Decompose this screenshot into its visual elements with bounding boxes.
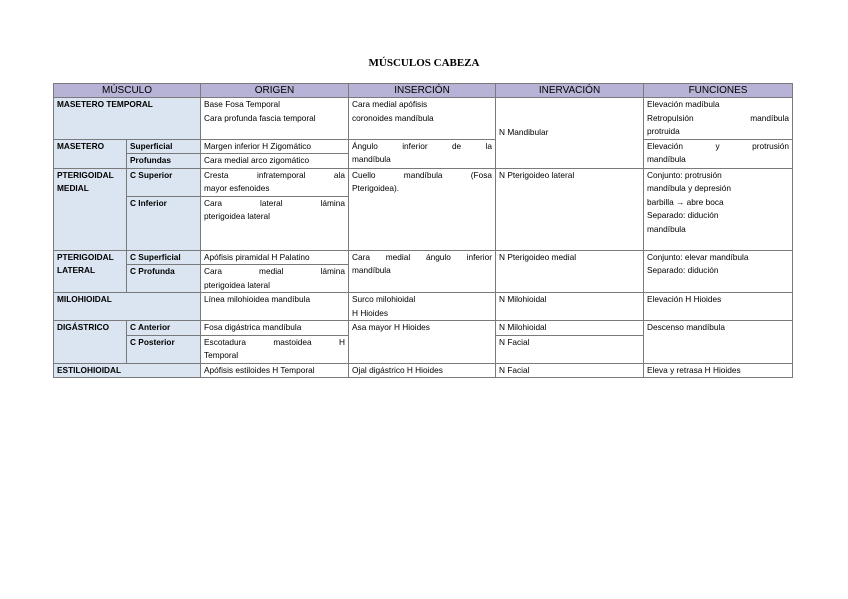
page-title: MÚSCULOS CABEZA (368, 57, 480, 69)
muscle-cell: DIGÁSTRICO (54, 321, 127, 364)
insercion-cell: Ojal digástrico H Hioides (349, 363, 496, 378)
origen-cell: Cara medial lámina pterigoidea lateral (201, 265, 349, 293)
origen-cell: Fosa digástrica mandíbula (201, 321, 349, 336)
table-row (54, 250, 793, 265)
origen-cell: Apófisis piramidal H Palatino (201, 250, 349, 265)
origen-cell: Base Fosa Temporal Cara profunda fascia temporal (201, 98, 349, 140)
header-origen: ORIGEN (201, 84, 349, 98)
origen-cell: Margen inferior H Zigomático (201, 139, 349, 154)
inervacion-cell: N Pterigoideo lateral (496, 168, 644, 250)
funciones-cell: Conjunto: protrusión mandíbula y depresión barbilla → abre boca Separado: didución mandíbula (644, 168, 793, 250)
header-musculo: MÚSCULO (54, 84, 201, 98)
table-row (54, 98, 793, 140)
subdivision-cell: C Inferior (127, 196, 201, 250)
table-row (54, 363, 793, 378)
subdivision-cell: Profundas (127, 154, 201, 169)
funciones-cell: Elevación H Hioides (644, 293, 793, 321)
table-row (54, 321, 793, 336)
inervacion-cell: N Mandibular (496, 98, 644, 169)
muscle-cell: PTERIGOIDAL MEDIAL (54, 168, 127, 250)
funciones-cell: Descenso mandíbula (644, 321, 793, 364)
origen-cell: Cara medial arco zigomático (201, 154, 349, 169)
table-row (54, 293, 793, 321)
header-funciones: FUNCIONES (644, 84, 793, 98)
header-insercion: INSERCIÓN (349, 84, 496, 98)
inervacion-cell: N Facial (496, 363, 644, 378)
header-inervacion: INERVACIÓN (496, 84, 644, 98)
origen-cell: Cara lateral lámina pterigoidea lateral (201, 196, 349, 250)
funciones-cell: Elevación madíbula Retropulsión mandíbula protruida (644, 98, 793, 140)
muscle-cell: PTERIGOIDAL LATERAL (54, 250, 127, 293)
origen-cell: Línea milohioidea mandíbula (201, 293, 349, 321)
subdivision-cell: C Superficial (127, 250, 201, 265)
muscle-cell: ESTILOHIOIDAL (54, 363, 201, 378)
funciones-cell: Elevación y protrusión mandíbula (644, 139, 793, 168)
origen-cell: Escotadura mastoidea H Temporal (201, 335, 349, 363)
table-row (54, 139, 793, 154)
insercion-cell: Surco milohioidal H Hioides (349, 293, 496, 321)
subdivision-cell: C Profunda (127, 265, 201, 293)
insercion-cell: Ángulo inferior de la mandíbula (349, 139, 496, 168)
insercion-cell: Cara medial apófisis coronoides mandíbula (349, 98, 496, 140)
inervacion-cell: N Milohioidal (496, 293, 644, 321)
origen-cell: Apófisis estiloides H Temporal (201, 363, 349, 378)
inervacion-cell: N Pterigoideo medial (496, 250, 644, 293)
muscle-cell: MASETERO (54, 139, 127, 168)
subdivision-cell: C Superior (127, 168, 201, 196)
subdivision-cell: C Anterior (127, 321, 201, 336)
muscle-cell: MASETERO TEMPORAL (54, 98, 201, 140)
insercion-cell: Cara medial ángulo inferior mandíbula (349, 250, 496, 293)
muscle-cell: MILOHIOIDAL (54, 293, 201, 321)
muscles-table (53, 83, 793, 378)
funciones-cell: Eleva y retrasa H Hioides (644, 363, 793, 378)
inervacion-cell: N Milohioidal (496, 321, 644, 336)
origen-cell: Cresta infratemporal ala mayor esfenoides (201, 168, 349, 196)
inervacion-cell: N Facial (496, 335, 644, 363)
subdivision-cell: C Posterior (127, 335, 201, 363)
insercion-cell: Cuello mandíbula (Fosa Pterigoidea). (349, 168, 496, 250)
table-header-row (54, 84, 793, 98)
table-row (54, 168, 793, 196)
insercion-cell: Asa mayor H Hioides (349, 321, 496, 364)
subdivision-cell: Superficial (127, 139, 201, 154)
funciones-cell: Conjunto: elevar mandíbula Separado: didución (644, 250, 793, 293)
